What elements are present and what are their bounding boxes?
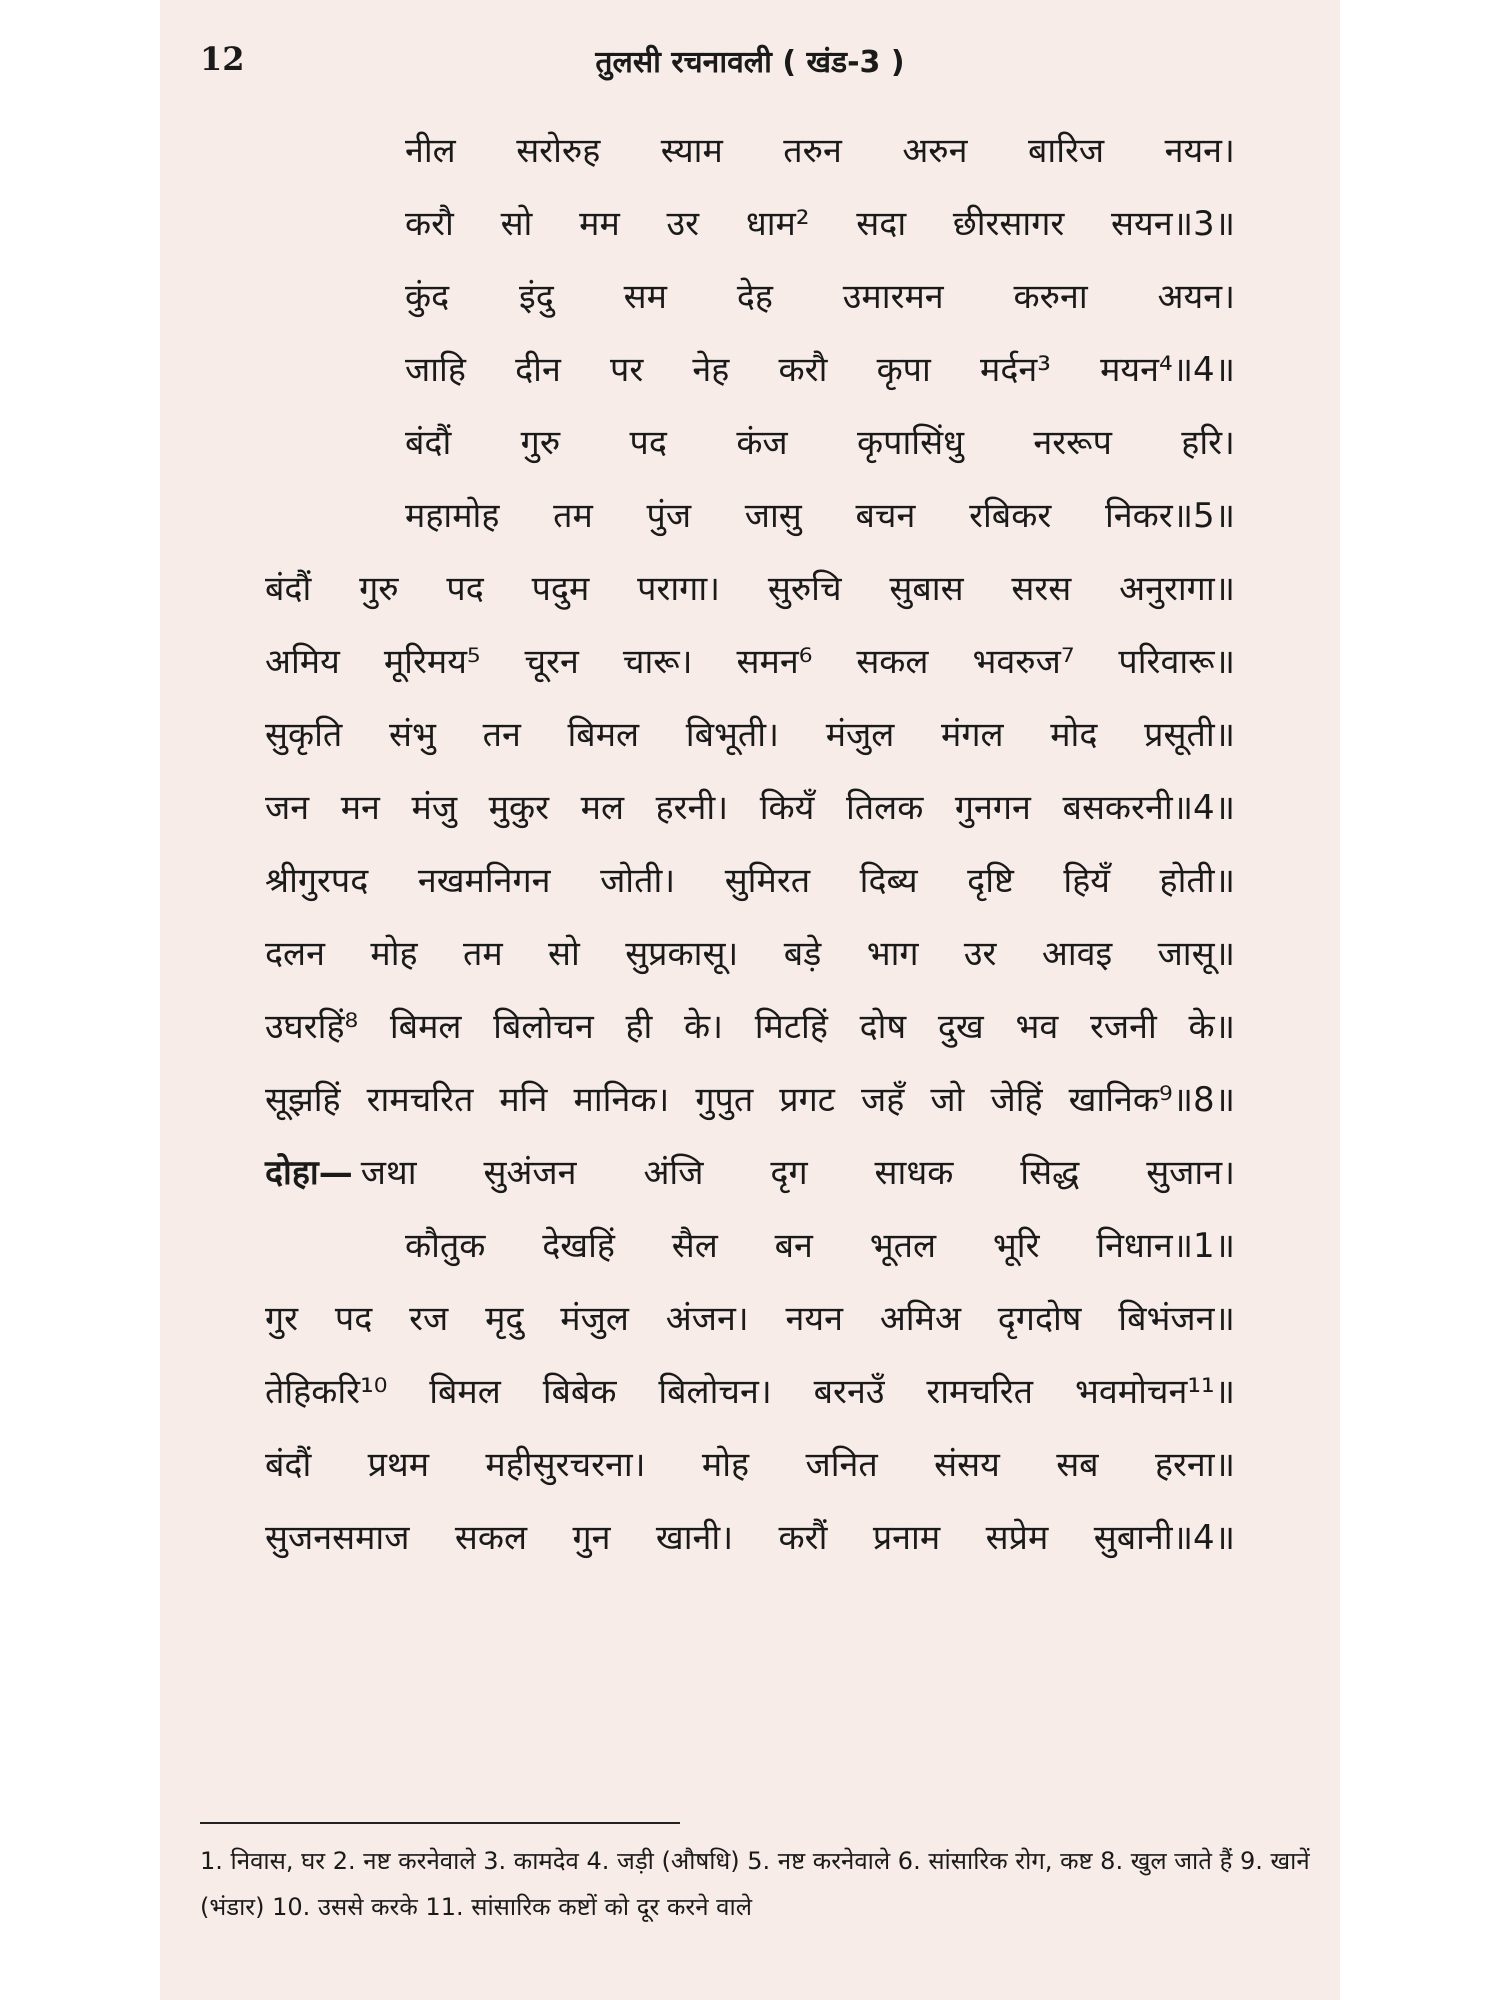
verse-word: प्रगट	[779, 1080, 835, 1120]
verse-word: करुना	[1013, 277, 1088, 317]
verse-word: तिलक	[845, 788, 924, 828]
verse-word: करौ	[778, 350, 828, 390]
verse-word: खानिक⁹॥8॥	[1068, 1080, 1235, 1120]
verse-word: गुरु	[520, 423, 561, 463]
verse-word: चूरन	[524, 642, 579, 682]
verse-word: सुजनसमाज	[265, 1518, 410, 1558]
block2-line-4	[265, 772, 1235, 845]
block3-line-3	[265, 1429, 1235, 1502]
doha-word: सुअंजन	[483, 1153, 577, 1193]
verse-word: छीरसागर	[952, 204, 1065, 244]
block3-line-1	[265, 1283, 1235, 1356]
verse-block-2	[265, 553, 1235, 1137]
verse-word: गुन	[572, 1518, 611, 1558]
verse-word: मयन⁴॥4॥	[1100, 350, 1235, 390]
verse-word: बचन	[855, 496, 916, 536]
doha-word: भूतल	[869, 1226, 937, 1266]
doha-block	[265, 1137, 1235, 1283]
verse-word: सुप्रकासू।	[625, 934, 739, 974]
doha-line-1	[265, 1137, 1235, 1210]
verse-word: बंदौं	[265, 1445, 312, 1485]
verse-word: महीसुरचरना।	[485, 1445, 646, 1485]
verse-word: सो	[500, 204, 533, 244]
verse-word: परागा।	[637, 569, 721, 609]
verse-word: दीन	[515, 350, 561, 390]
verse-word: चारू।	[622, 642, 693, 682]
doha-line-1-text	[361, 1137, 1235, 1210]
verse-word: इंदु	[519, 277, 554, 317]
verse-word: अनुरागा॥	[1119, 569, 1235, 609]
verse-word: संसय	[934, 1445, 1000, 1485]
block1-line-3	[405, 261, 1235, 334]
verse-word: कुंद	[405, 277, 450, 317]
verse-word: मुकुर	[488, 788, 550, 828]
verse-word: उघरहिं⁸	[265, 1007, 359, 1047]
verse-word: दिब्य	[859, 861, 918, 901]
doha-word: भूरि	[992, 1226, 1040, 1266]
verse-word: पद	[446, 569, 484, 609]
verse-word: मोह	[370, 934, 418, 974]
verse-word: भव	[1015, 1007, 1059, 1047]
verse-block-1	[405, 115, 1235, 553]
verse-word: दोष	[859, 1007, 907, 1047]
verse-word: नखमनिगन	[417, 861, 551, 901]
block3-line-2	[265, 1356, 1235, 1429]
verse-word: मंजु	[411, 788, 458, 828]
verse-word: अमिअ	[879, 1299, 961, 1339]
verse-word: जोती।	[600, 861, 676, 901]
verse-word: दलन	[265, 934, 325, 974]
block2-line-6	[265, 918, 1235, 991]
verse-word: महामोह	[405, 496, 500, 536]
verse-word: तेहिकरि¹⁰	[265, 1372, 388, 1412]
verse-word: होती॥	[1159, 861, 1235, 901]
doha-word: जथा	[360, 1153, 417, 1193]
verse-word: कियँ	[759, 788, 815, 828]
verse-word: उर	[963, 934, 997, 974]
doha-line-2	[265, 1210, 1235, 1283]
verse-word: रामचरित	[366, 1080, 474, 1120]
verse-word: बिमल	[567, 715, 640, 755]
doha-word: दृग	[770, 1153, 808, 1193]
doha-word: सैल	[671, 1226, 718, 1266]
doha-word: बन	[774, 1226, 813, 1266]
verse-word: धाम²	[745, 204, 810, 244]
verse-word: सो	[548, 934, 580, 974]
verse-word: बिबेक	[542, 1372, 617, 1412]
block1-line-5	[405, 407, 1235, 480]
verse-word: पदुम	[531, 569, 590, 609]
verse-word: मानिक।	[573, 1080, 670, 1120]
doha-label: दोहा—	[265, 1153, 353, 1193]
verse-word: सूझहिं	[265, 1080, 341, 1120]
verse-word: बंदौं	[405, 423, 452, 463]
verse-word: पुंज	[646, 496, 692, 536]
verse-word: समन⁶	[736, 642, 813, 682]
block2-line-1	[265, 553, 1235, 626]
doha-word: साधक	[874, 1153, 954, 1193]
verse-word: बिलोचन।	[658, 1372, 772, 1412]
verse-word: सब	[1056, 1445, 1099, 1485]
verse-word: स्याम	[660, 131, 723, 171]
page-header	[200, 40, 1300, 90]
verse-word: मन	[340, 788, 380, 828]
verse-word: तम	[553, 496, 593, 536]
verse-word: तन	[482, 715, 521, 755]
verse-word: नील	[405, 131, 456, 171]
verse-word: के।	[684, 1007, 724, 1047]
block1-line-1	[405, 115, 1235, 188]
verse-word: गुरु	[359, 569, 399, 609]
verse-word: जहँ	[860, 1080, 905, 1120]
footnote-divider	[200, 1822, 680, 1824]
verse-word: निकर॥5॥	[1104, 496, 1235, 536]
verse-word: मिटहिं	[754, 1007, 828, 1047]
verse-word: सकल	[856, 642, 929, 682]
block2-line-8	[265, 1064, 1235, 1137]
verse-word: तरुन	[783, 131, 842, 171]
verse-word: ही	[625, 1007, 653, 1047]
verse-word: गुनगन	[954, 788, 1031, 828]
verse-word: दुख	[937, 1007, 984, 1047]
verse-word: जाहि	[405, 350, 466, 390]
block3-line-4	[265, 1502, 1235, 1575]
verse-word: जनित	[805, 1445, 878, 1485]
verse-word: सुबास	[889, 569, 964, 609]
verse-word: मर्दन³	[979, 350, 1051, 390]
verse-word: मोह	[701, 1445, 750, 1485]
verse-word: करौं	[778, 1518, 828, 1558]
verse-word: बरनउँ	[813, 1372, 885, 1412]
verse-word: मंजुल	[825, 715, 895, 755]
verse-word: मनि	[499, 1080, 548, 1120]
block2-line-2	[265, 626, 1235, 699]
verse-word: सयन॥3॥	[1111, 204, 1235, 244]
verse-word: सरोरुह	[516, 131, 601, 171]
verse-word: बंदौं	[265, 569, 312, 609]
verse-word: आवइ	[1041, 934, 1113, 974]
verse-word: भाग	[866, 934, 919, 974]
verse-word: बिमल	[429, 1372, 501, 1412]
verse-word: के॥	[1188, 1007, 1235, 1047]
verse-word: पद	[334, 1299, 373, 1339]
verse-word: करौ	[405, 204, 454, 244]
verse-word: बिलोचन	[493, 1007, 594, 1047]
verse-word: जन	[265, 788, 310, 828]
footnotes: 1. निवास, घर 2. नष्ट करनेवाले 3. कामदेव 4. जड़ी (औषधि) 5. नष्ट करनेवाले 6. सांसारिक रोग, कष्ट 8. खुल जाते हैं 9. खानें (भंडार) 10. उससे करके 11. सांसारिक कष्टों को दूर करने वाले	[200, 1847, 1310, 1921]
page-number: 12	[200, 40, 245, 78]
verse-word: प्रनाम	[872, 1518, 941, 1558]
verse-word: उमारमन	[842, 277, 944, 317]
verse-word: बिमल	[389, 1007, 462, 1047]
verse-word: रज	[409, 1299, 449, 1339]
verse-word: कृपा	[876, 350, 931, 390]
verse-word: प्रसूती॥	[1144, 715, 1235, 755]
doha-word: निधान॥1॥	[1096, 1226, 1235, 1266]
verse-block-3	[265, 1283, 1235, 1575]
verse-word: दृष्टि	[967, 861, 1014, 901]
verse-word: रबिकर	[969, 496, 1052, 536]
verse-word: भवरुज⁷	[972, 642, 1075, 682]
verse-word: हरना॥	[1154, 1445, 1235, 1485]
verse-word: जासू॥	[1157, 934, 1235, 974]
verse-word: श्रीगुरपद	[265, 861, 369, 901]
verse-word: अंजन।	[665, 1299, 749, 1339]
verse-word: हरि।	[1181, 423, 1235, 463]
verse-word: रजनी	[1089, 1007, 1157, 1047]
block2-line-3	[265, 699, 1235, 772]
verse-word: मल	[580, 788, 624, 828]
verse-word: सुरुचि	[767, 569, 842, 609]
verse-word: बसकरनी॥4॥	[1062, 788, 1235, 828]
verse-word: बिभूती।	[685, 715, 779, 755]
verse-word: नयन	[785, 1299, 843, 1339]
verse-word: मंगल	[941, 715, 1004, 755]
verse-word: नयन।	[1164, 131, 1235, 171]
verse-word: भवमोचन¹¹॥	[1074, 1372, 1235, 1412]
block2-line-5	[265, 845, 1235, 918]
verse-word: हियँ	[1063, 861, 1111, 901]
verse-word: कंज	[736, 423, 788, 463]
doha-word: देखहिं	[542, 1226, 615, 1266]
verse-word: मृदु	[485, 1299, 524, 1339]
verse-word: देह	[736, 277, 773, 317]
verse-word: हरनी।	[655, 788, 729, 828]
doha-word: सुजान।	[1146, 1153, 1235, 1193]
verse-word: जेहिं	[990, 1080, 1043, 1120]
verse-word: मूरिमय⁵	[383, 642, 481, 682]
doha-word: सिद्ध	[1020, 1153, 1080, 1193]
verse-word: अमिय	[265, 642, 340, 682]
verse-word: गुपुत	[695, 1080, 754, 1120]
block1-line-2	[405, 188, 1235, 261]
block1-line-4	[405, 334, 1235, 407]
verse-word: जासु	[744, 496, 802, 536]
block2-line-7	[265, 991, 1235, 1064]
verse-word: संभु	[388, 715, 436, 755]
verse-word: अयन।	[1157, 277, 1235, 317]
book-page	[160, 0, 1340, 2000]
verse-word: नररूप	[1033, 423, 1112, 463]
verse-word: उर	[666, 204, 700, 244]
verse-word: जो	[930, 1080, 965, 1120]
verse-word: सुबानी॥4॥	[1093, 1518, 1235, 1558]
verse-word: सदा	[856, 204, 907, 244]
verse-word: मंजुल	[560, 1299, 629, 1339]
doha-word: अंजि	[643, 1153, 704, 1193]
verse-word: कृपासिंधु	[857, 423, 964, 463]
verse-word: पद	[629, 423, 667, 463]
verse-word: अरुन	[902, 131, 968, 171]
verse-word: बारिज	[1027, 131, 1105, 171]
verse-word: खानी।	[655, 1518, 734, 1558]
verse-word: बड़े	[783, 934, 822, 974]
verse-word: सकल	[454, 1518, 528, 1558]
running-title: तुलसी रचनावली ( खंड-3 )	[595, 45, 905, 80]
verse-word: मम	[579, 204, 620, 244]
verse-word: मोद	[1050, 715, 1098, 755]
doha-word: कौतुक	[405, 1226, 486, 1266]
verse-word: रामचरित	[926, 1372, 1034, 1412]
verse-word: तम	[462, 934, 503, 974]
verse-word: दृगदोष	[997, 1299, 1082, 1339]
verse-word: पर	[610, 350, 644, 390]
verse-word: प्रथम	[367, 1445, 430, 1485]
verse-word: सरस	[1011, 569, 1072, 609]
verse-word: परिवारू॥	[1118, 642, 1235, 682]
verse-word: नेह	[692, 350, 730, 390]
verse-word: सुमिरत	[724, 861, 811, 901]
block1-line-6	[405, 480, 1235, 553]
verse-word: गुर	[265, 1299, 299, 1339]
verse-word: सप्रेम	[985, 1518, 1049, 1558]
verse-word: बिभंजन॥	[1118, 1299, 1235, 1339]
verse-word: सुकृति	[265, 715, 343, 755]
verse-word: सम	[623, 277, 667, 317]
